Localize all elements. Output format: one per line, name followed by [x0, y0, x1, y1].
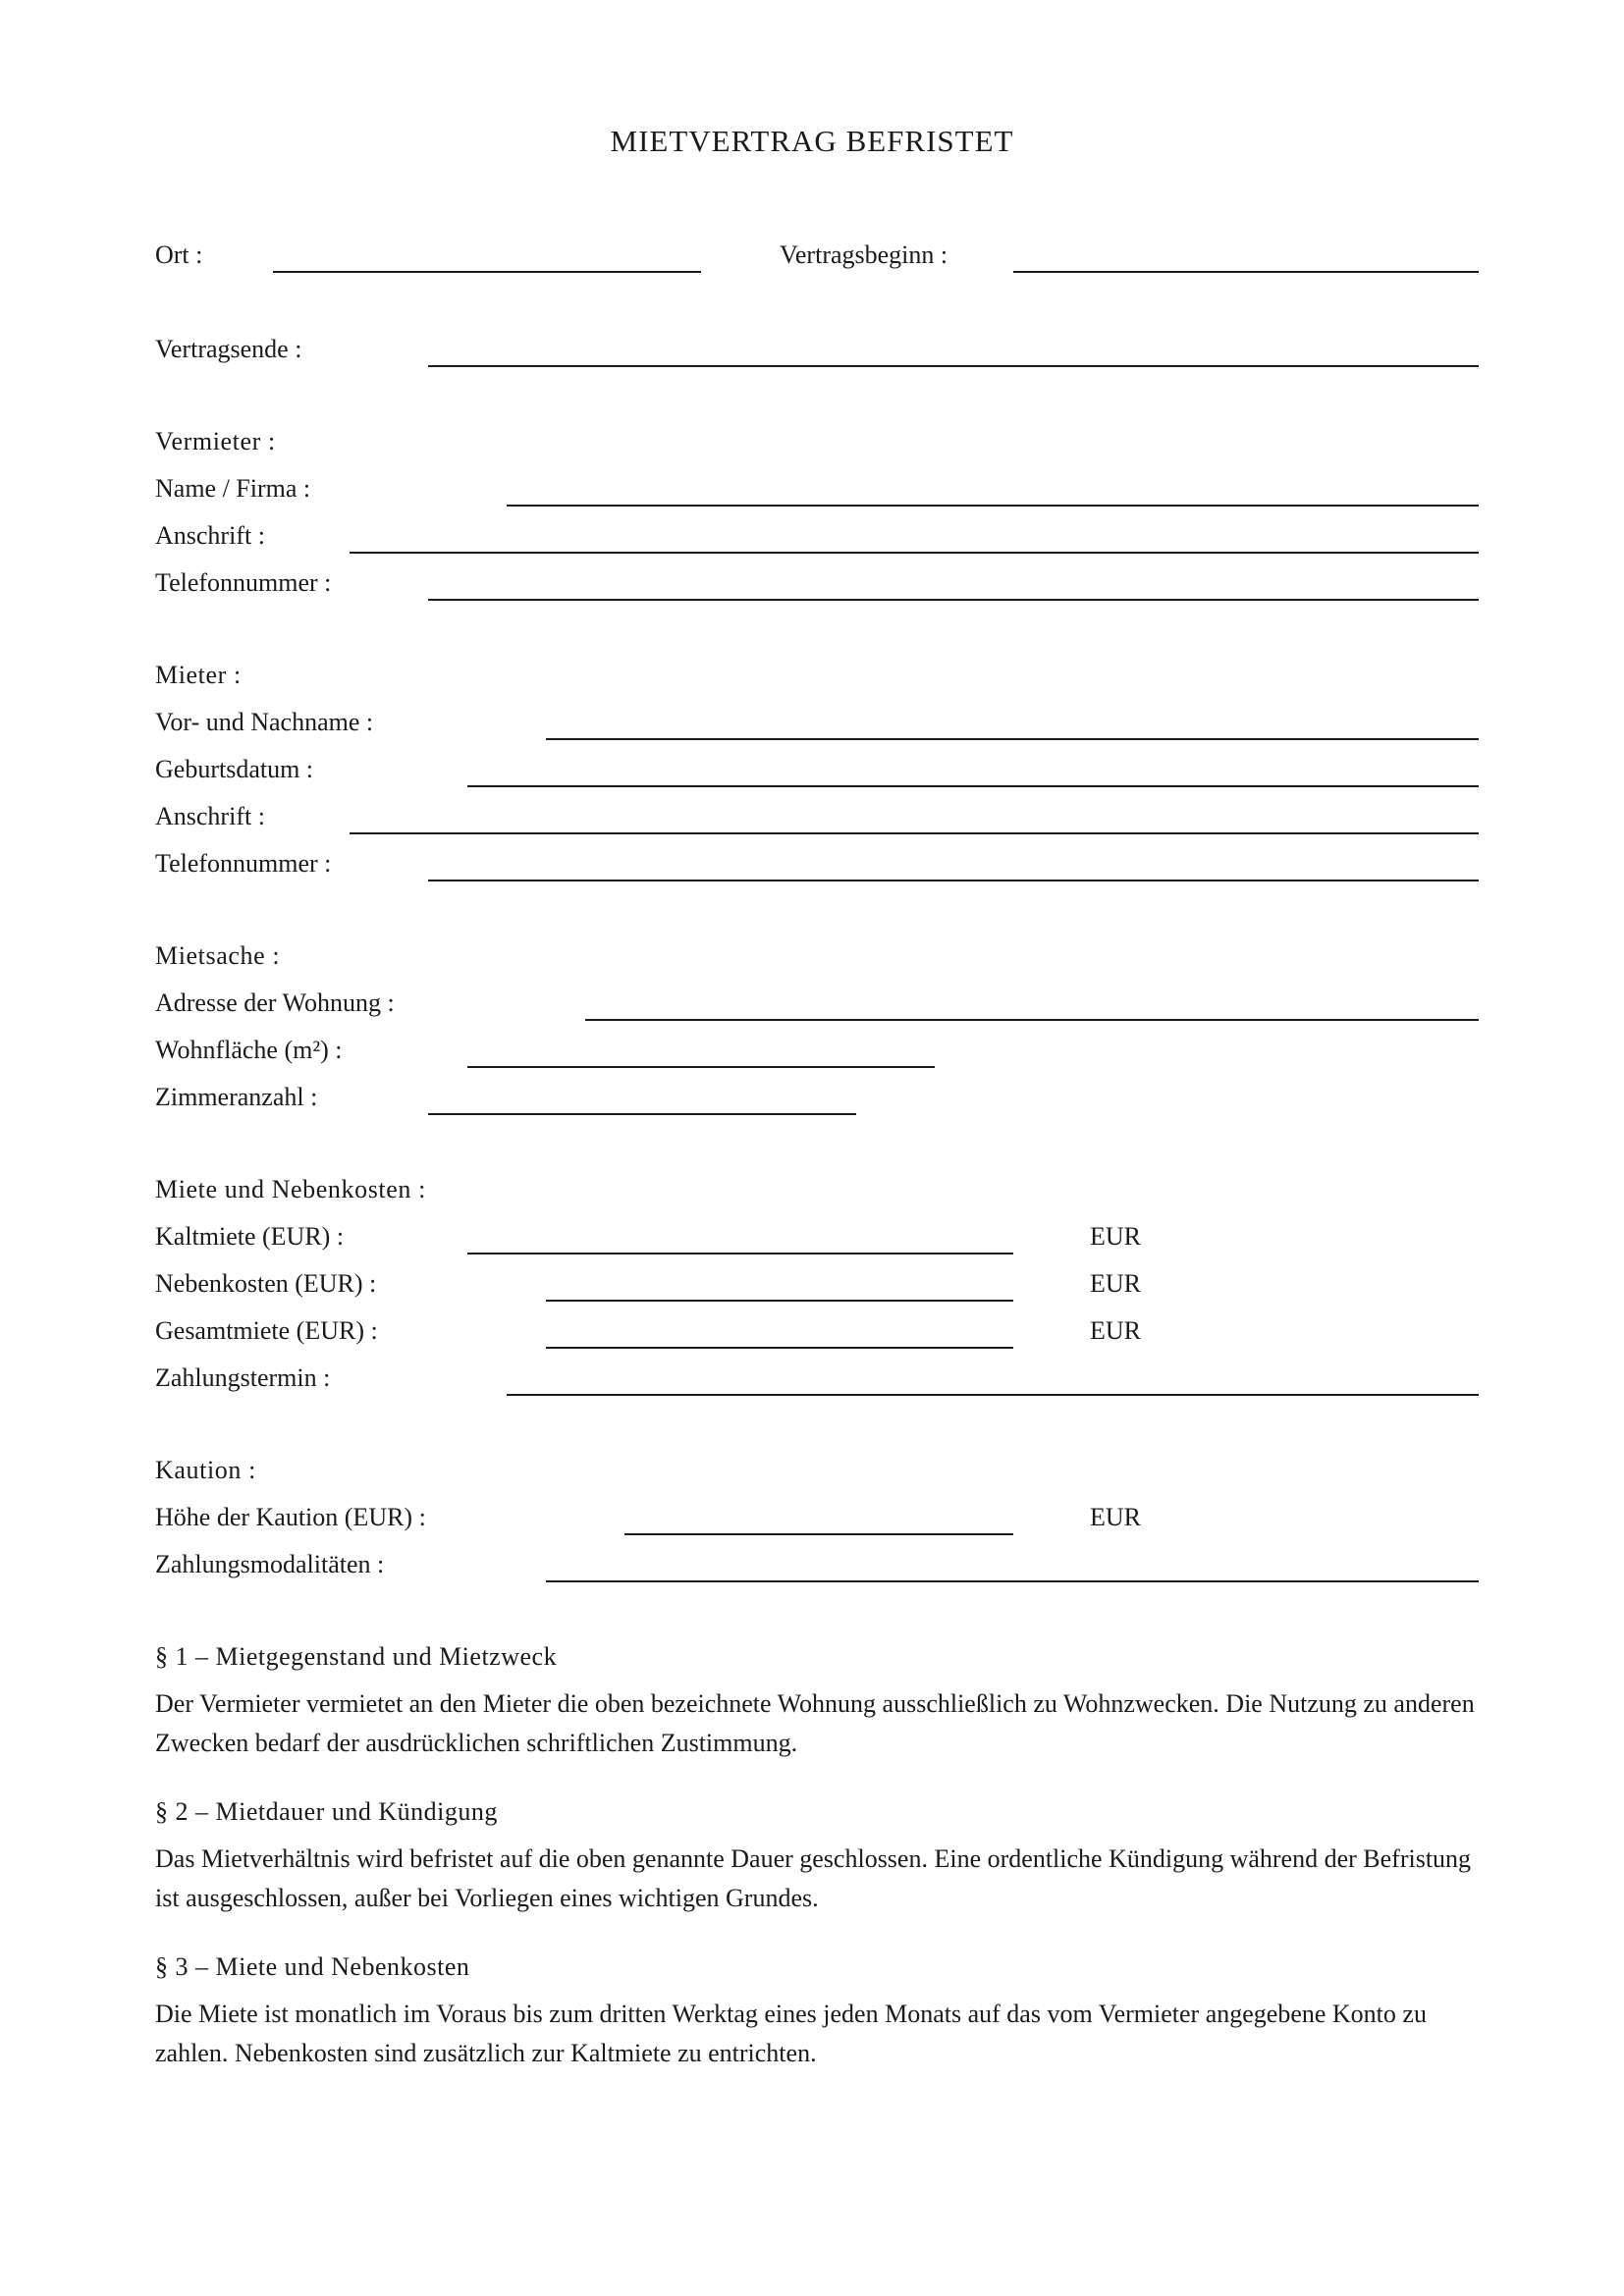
gesamtmiete-field-line[interactable] [546, 1347, 1013, 1349]
vermieter-name-label: Name / Firma : [155, 474, 311, 503]
zahlungsmodalitaeten-field-line[interactable] [546, 1580, 1479, 1582]
mieter-anschrift-label: Anschrift : [155, 802, 265, 830]
ort-label: Ort : [155, 240, 203, 269]
vermieter-telefon-field-line[interactable] [428, 599, 1479, 601]
paragraph-2-text: Das Mietverhältnis wird befristet auf die oben genannte Dauer geschlossen. Eine ordentliche Kündigung während der Befristung ist ausgeschlossen, außer bei Vorliegen eines wichtigen Grundes. [155, 1844, 1472, 1912]
mieter-name-label: Vor- und Nachname : [155, 708, 374, 736]
mietsache-heading: Mietsache : [155, 941, 281, 970]
adresse-wohnung-label: Adresse der Wohnung : [155, 988, 395, 1017]
vertragsende-label: Vertragsende : [155, 335, 302, 363]
kaution-heading: Kaution : [155, 1456, 256, 1484]
mieter-telefon-label: Telefonnummer : [155, 849, 332, 878]
vermieter-anschrift-field-line[interactable] [350, 552, 1479, 554]
mieter-geburtsdatum-field-line[interactable] [467, 785, 1479, 787]
paragraph-3-text: Die Miete ist monatlich im Voraus bis zum dritten Werktag eines jeden Monats auf das vom Vermieter angegebene Konto zu zahlen. Nebenkosten sind zusätzlich zur Kaltmiete zu entrichten. [155, 2000, 1427, 2067]
wohnflaeche-field-line[interactable] [467, 1066, 935, 1068]
nebenkosten-label: Nebenkosten (EUR) : [155, 1269, 377, 1298]
kaltmiete-field-line[interactable] [467, 1253, 1013, 1255]
mieter-name-field-line[interactable] [546, 738, 1479, 740]
wohnflaeche-label: Wohnfläche (m²) : [155, 1036, 343, 1064]
document-title: MIETVERTRAG BEFRISTET [610, 124, 1014, 158]
zimmeranzahl-field-line[interactable] [428, 1113, 856, 1115]
vertragsende-field-line[interactable] [428, 365, 1479, 367]
zahlungstermin-label: Zahlungstermin : [155, 1363, 331, 1392]
kaution-hoehe-field-line[interactable] [624, 1533, 1013, 1535]
vermieter-telefon-label: Telefonnummer : [155, 568, 332, 597]
gesamtmiete-label: Gesamtmiete (EUR) : [155, 1316, 378, 1345]
nebenkosten-currency: EUR [1090, 1269, 1141, 1298]
vertragsbeginn-label: Vertragsbeginn : [780, 240, 948, 269]
ort-field-line[interactable] [273, 271, 701, 273]
kaltmiete-label: Kaltmiete (EUR) : [155, 1222, 345, 1251]
gesamtmiete-currency: EUR [1090, 1316, 1141, 1345]
adresse-wohnung-field-line[interactable] [585, 1019, 1479, 1021]
mieter-anschrift-field-line[interactable] [350, 832, 1479, 834]
kaltmiete-currency: EUR [1090, 1222, 1141, 1251]
nebenkosten-field-line[interactable] [546, 1300, 1013, 1302]
vermieter-name-field-line[interactable] [507, 505, 1479, 507]
kaution-currency: EUR [1090, 1503, 1141, 1531]
vermieter-anschrift-label: Anschrift : [155, 521, 265, 550]
vertragsbeginn-field-line[interactable] [1013, 271, 1479, 273]
vermieter-heading: Vermieter : [155, 427, 276, 455]
zahlungstermin-field-line[interactable] [507, 1394, 1479, 1396]
paragraph-1-text: Der Vermieter vermietet an den Mieter die oben bezeichnete Wohnung ausschließlich zu Wohnzwecken. Die Nutzung zu anderen Zwecken bedarf der ausdrücklichen schriftlichen Zustimmung. [155, 1689, 1475, 1757]
mieter-heading: Mieter : [155, 661, 242, 689]
zimmeranzahl-label: Zimmeranzahl : [155, 1083, 318, 1111]
paragraph-1-heading: § 1 – Mietgegenstand und Mietzweck [155, 1642, 558, 1671]
mieter-geburtsdatum-label: Geburtsdatum : [155, 755, 314, 783]
paragraph-3-heading: § 3 – Miete und Nebenkosten [155, 1952, 470, 1981]
mieter-telefon-field-line[interactable] [428, 880, 1479, 881]
kaution-hoehe-label: Höhe der Kaution (EUR) : [155, 1503, 426, 1531]
paragraph-2-heading: § 2 – Mietdauer und Kündigung [155, 1797, 498, 1826]
miete-heading: Miete und Nebenkosten : [155, 1175, 426, 1203]
zahlungsmodalitaeten-label: Zahlungsmodalitäten : [155, 1550, 385, 1578]
